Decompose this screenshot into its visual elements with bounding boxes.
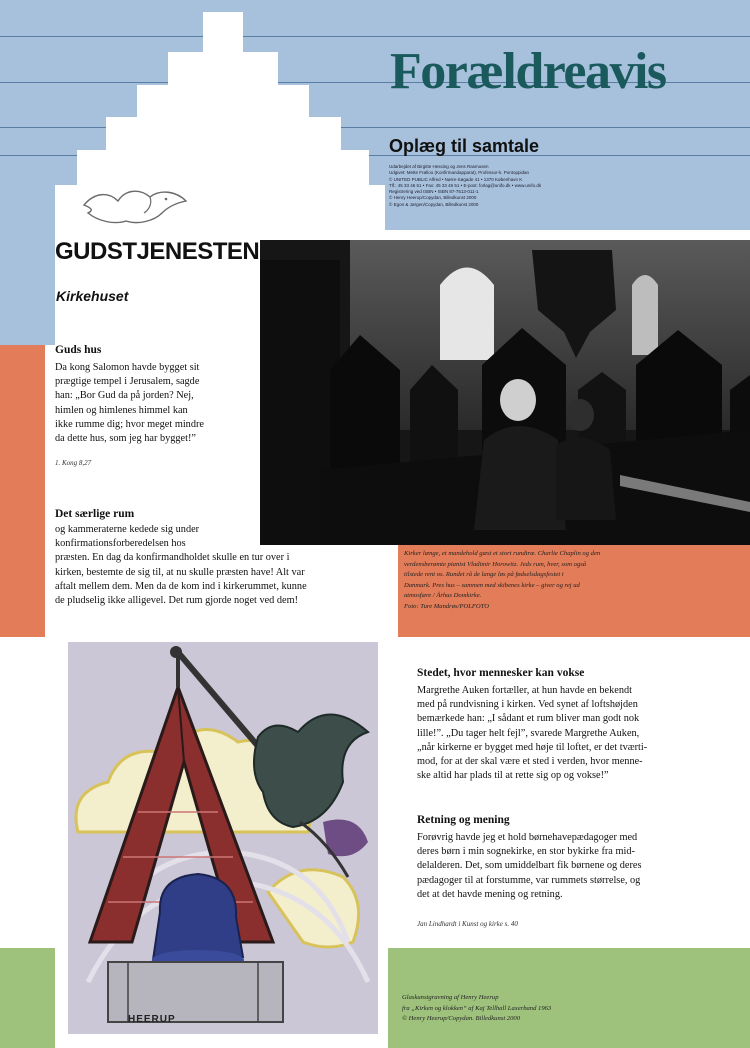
section-body-saerlige-rum: og kammeraterne kedede sig under konfirmationsforberedelsen hos præsten. En dag da konfirmandholdet skulle en tur over i kirken, bestemte de sig til, at nu skulle præsten have! Alt var aftalt mellem dem. Men da de kom ind i kirkerummet, kunne de pludselig ikke alligevel. Det rum gjorde noget ved dem!	[55, 524, 307, 607]
photo-caption: Kirker længe, et mandehold gæst et stort rundtræ. Charlie Chaplin og den verdensberømte pianist Vladimir Horowitz. Jeds rum, hver, som også tilstede rent os. Rundet rå de lange løs på fødselsdagsfestet i Danmark. Pres hus – sammen med skibenes kirke – giver og rej ud atmosfære / Århus Domkirke. Foto: Ture Mandrøs/POLFOTO	[404, 550, 601, 610]
left-orange-band	[0, 345, 45, 637]
church-interior-photo	[260, 240, 750, 545]
dove-icon	[80, 185, 190, 230]
left-green-band	[0, 948, 55, 1048]
artist-signature: HEERUP	[128, 1014, 176, 1025]
colophon: Udarbejdet af Birgitte Hessing og Jens Rasmusen Udgivet: Mette Frølloo (Konfirmandapparat), Professor-k. Pontoppidan © UNITED PUBLIC Alfred • Nørre-Søgade 41 • 1370 København K Tlf.: 45 33 46 51 • Fax: 45 33 46 51 • E-post: forlag@unifo.dk • www.unifo.dk Registrering ved ISBN • ISBN 87-7513-011-1 © Henry Heerup/Copydan, Billedkunst 2000 © Egon & Jørgen/Copydan, Billedkunst 2000	[389, 164, 542, 207]
bible-reference: 1. Kong 8,27	[55, 459, 92, 467]
section-title-guds-hus: Guds hus	[55, 344, 102, 356]
masthead-title: Forældreavis	[390, 43, 666, 100]
masthead-subtitle: Oplæg til samtale	[389, 136, 540, 156]
article-subheading: Kirkehuset	[56, 288, 129, 304]
section-body-retning: Forøvrig havde jeg et hold børnehavepædagoger med deres børn i min sognekirke, en stor bykirke fra mid- delalderen. Det, som umiddelbart fik børnene og deres pædagoger til at forstumme, var rummets størrelse, og det at det havde mening og retning.	[417, 832, 642, 900]
quote-reference: Jan Lindhardt i Kunst og kirke s. 40	[417, 920, 518, 928]
article-heading: GUDSTJENESTEN	[55, 238, 260, 265]
bell-tower-illustration	[68, 642, 378, 1034]
section-body-stedet: Margrethe Auken fortæller, at hun havde en bekendt med på rundvisning i kirken. Ved synet af loftshøjden bemærkede han: „I sådant et rum bliver man godt nok lille!”. „Du tager helt fejl”, svarede Margrethe Auken, „når kirkerne er bygget med høje til loftet, er det tværti- mod, for at der skal være et sted i verden, hvor menne- ske altid har plads til at rette sig op og vokse!”	[417, 685, 648, 782]
section-title-retning: Retning og mening	[417, 814, 510, 826]
section-body-guds-hus: Da kong Salomon havde bygget sit prægtige tempel i Jerusalem, sagde han: „Bor Gud da på jorden? Nej, himlen og himlenes himmel kan ikke rumme dig; hvor meget mindre da dette hus, som jeg har bygget!”	[55, 362, 204, 445]
illustration-caption: Glaskunstgravning af Henry Heerup fra „Kirken og klokken” af Kaj Tellhall Laxerband 1963 © Henry Heerup/Copydan. Billedkunst 2000	[402, 994, 552, 1023]
left-blue-band	[0, 230, 55, 345]
section-title-saerlige-rum: Det særlige rum	[55, 508, 135, 520]
section-title-stedet: Stedet, hvor mennesker kan vokse	[417, 667, 585, 679]
header-rule	[0, 36, 750, 37]
